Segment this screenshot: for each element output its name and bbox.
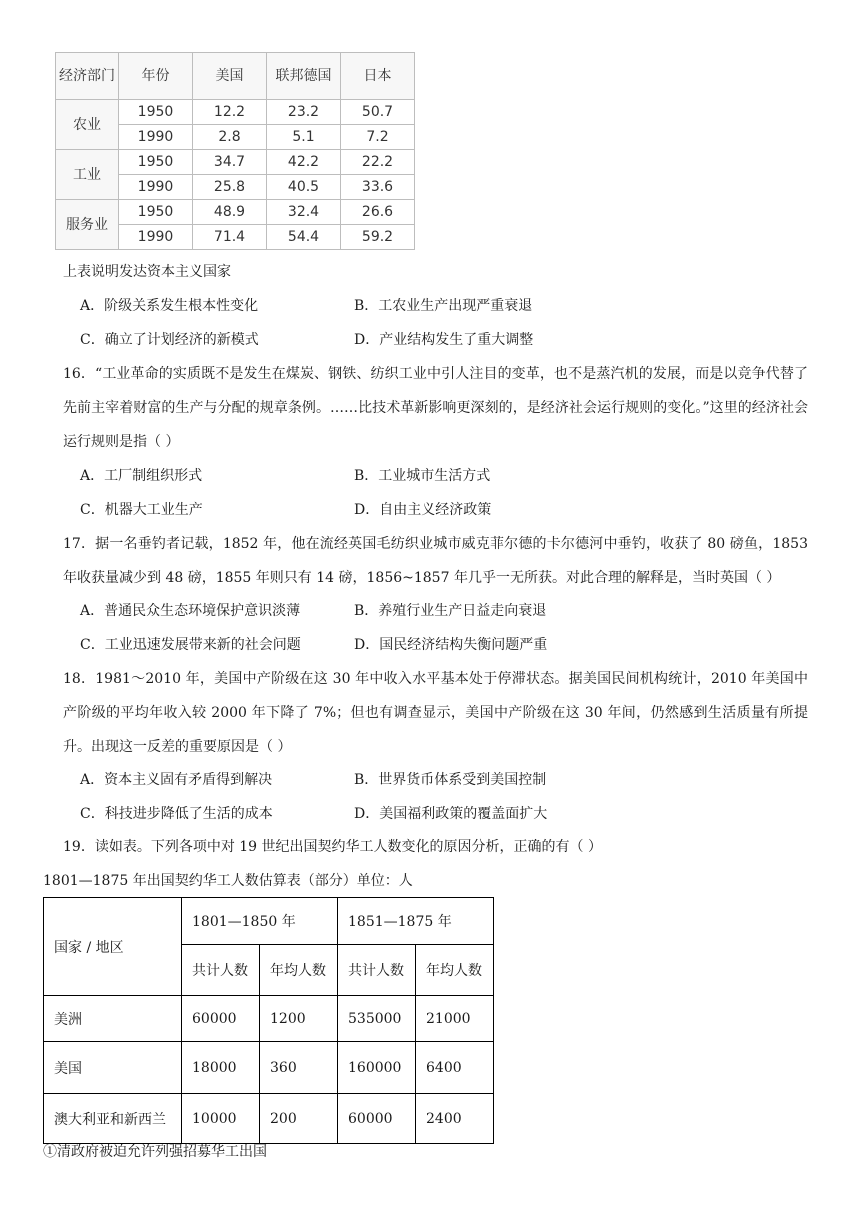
q19-item-1: ①清政府被迫允许列强招募华工出国 bbox=[43, 1144, 267, 1160]
sector-agriculture: 农业 bbox=[56, 100, 119, 150]
q17-stem: 17．据一名垂钓者记载，1852 年，他在流经英国毛纺织业城市威克菲尔德的卡尔德河中垂钓，收获了 80 磅鱼，1853年收获量减少到 48 磅，1855 年则只有 14 磅，1856~1857 年几乎一无所获。对此合理的解释是，当时英国（ ） bbox=[63, 536, 808, 586]
q18-option-b: B．世界货币体系受到美国控制 bbox=[354, 772, 547, 788]
cell: 42.2 bbox=[267, 150, 341, 175]
cell: 21000 bbox=[416, 996, 494, 1042]
q16-stem: 16．“工业革命的实质既不是发生在煤炭、钢铁、纺织工业中引人注目的变革，也不是蒸汽机的发展，而是以竞争代替了先前主宰着财富的生产与分配的规章条例。……比技术革新影响更深刻的，是经济社会运行规则的变化。”这里的经济社会运行规则是指（ ） bbox=[63, 366, 808, 450]
cell: 33.6 bbox=[341, 175, 415, 200]
chinese-laborers-table bbox=[43, 897, 494, 1144]
header-period-2: 1851—1875 年 bbox=[338, 898, 494, 945]
cell: 54.4 bbox=[267, 225, 341, 250]
cell: 6400 bbox=[416, 1042, 494, 1094]
cell: 23.2 bbox=[267, 100, 341, 125]
region-cell: 澳大利亚和新西兰 bbox=[44, 1094, 182, 1144]
table-row bbox=[56, 200, 415, 225]
cell: 1990 bbox=[119, 125, 193, 150]
cell: 1200 bbox=[260, 996, 338, 1042]
economic-sector-table bbox=[55, 52, 415, 250]
cell: 200 bbox=[260, 1094, 338, 1144]
cell: 1950 bbox=[119, 100, 193, 125]
subheader-annual-1: 年均人数 bbox=[260, 945, 338, 996]
table-row bbox=[44, 996, 494, 1042]
sector-industry: 工业 bbox=[56, 150, 119, 200]
cell: 5.1 bbox=[267, 125, 341, 150]
cell: 12.2 bbox=[193, 100, 267, 125]
q18-stem: 18．1981～2010 年，美国中产阶级在这 30 年中收入水平基本处于停滞状态。据美国民间机构统计，2010 年美国中产阶级的平均年收入较 2000 年下降了 7%；但也有调查显示，美国中产阶级在这 30 年间，仍然感到生活质量有所提升。出现这一反差的重要原因是（ ） bbox=[63, 671, 808, 755]
table-row bbox=[44, 1094, 494, 1144]
cell: 40.5 bbox=[267, 175, 341, 200]
header-sector: 经济部门 bbox=[56, 53, 119, 100]
q17-option-b: B．养殖行业生产日益走向衰退 bbox=[354, 603, 547, 619]
q19-table-caption: 1801—1875 年出国契约华工人数估算表（部分）单位：人 bbox=[43, 873, 413, 889]
cell: 2.8 bbox=[193, 125, 267, 150]
q15-option-a: A．阶级关系发生根本性变化 bbox=[80, 298, 259, 314]
cell: 48.9 bbox=[193, 200, 267, 225]
cell: 50.7 bbox=[341, 100, 415, 125]
cell: 1990 bbox=[119, 175, 193, 200]
q17-option-c: C．工业迅速发展带来新的社会问题 bbox=[80, 637, 301, 653]
cell: 7.2 bbox=[341, 125, 415, 150]
q16-option-d: D．自由主义经济政策 bbox=[354, 502, 492, 518]
cell: 34.7 bbox=[193, 150, 267, 175]
cell: 60000 bbox=[338, 1094, 416, 1144]
cell: 71.4 bbox=[193, 225, 267, 250]
cell: 18000 bbox=[182, 1042, 260, 1094]
region-cell: 美洲 bbox=[44, 996, 182, 1042]
sector-services: 服务业 bbox=[56, 200, 119, 250]
q15-option-c: C．确立了计划经济的新模式 bbox=[80, 332, 259, 348]
cell: 59.2 bbox=[341, 225, 415, 250]
header-west-germany: 联邦德国 bbox=[267, 53, 341, 100]
q15-stem: 上表说明发达资本主义国家 bbox=[63, 264, 231, 280]
header-region: 国家 / 地区 bbox=[44, 898, 182, 996]
q15-option-b: B．工农业生产出现严重衰退 bbox=[354, 298, 533, 314]
header-year: 年份 bbox=[119, 53, 193, 100]
q18-option-a: A．资本主义固有矛盾得到解决 bbox=[80, 772, 273, 788]
subheader-total-2: 共计人数 bbox=[338, 945, 416, 996]
cell: 26.6 bbox=[341, 200, 415, 225]
cell: 1950 bbox=[119, 200, 193, 225]
q16-option-a: A．工厂制组织形式 bbox=[80, 468, 203, 484]
q19-stem: 19．读如表。下列各项中对 19 世纪出国契约华工人数变化的原因分析，正确的有（ ） bbox=[63, 839, 602, 855]
table-row bbox=[56, 150, 415, 175]
q16-option-b: B．工业城市生活方式 bbox=[354, 468, 491, 484]
cell: 22.2 bbox=[341, 150, 415, 175]
cell: 535000 bbox=[338, 996, 416, 1042]
header-usa: 美国 bbox=[193, 53, 267, 100]
q16-option-c: C．机器大工业生产 bbox=[80, 502, 203, 518]
cell: 2400 bbox=[416, 1094, 494, 1144]
q18-option-d: D．美国福利政策的覆盖面扩大 bbox=[354, 806, 548, 822]
cell: 360 bbox=[260, 1042, 338, 1094]
q18-option-c: C．科技进步降低了生活的成本 bbox=[80, 806, 273, 822]
cell: 25.8 bbox=[193, 175, 267, 200]
header-japan: 日本 bbox=[341, 53, 415, 100]
cell: 160000 bbox=[338, 1042, 416, 1094]
table-row bbox=[44, 1042, 494, 1094]
subheader-total-1: 共计人数 bbox=[182, 945, 260, 996]
header-period-1: 1801—1850 年 bbox=[182, 898, 338, 945]
q17-option-d: D．国民经济结构失衡问题严重 bbox=[354, 637, 548, 653]
cell: 32.4 bbox=[267, 200, 341, 225]
region-cell: 美国 bbox=[44, 1042, 182, 1094]
subheader-annual-2: 年均人数 bbox=[416, 945, 494, 996]
cell: 1990 bbox=[119, 225, 193, 250]
cell: 10000 bbox=[182, 1094, 260, 1144]
q17-option-a: A．普通民众生态环境保护意识淡薄 bbox=[80, 603, 301, 619]
table-row bbox=[56, 100, 415, 125]
q15-option-d: D．产业结构发生了重大调整 bbox=[354, 332, 534, 348]
cell: 1950 bbox=[119, 150, 193, 175]
cell: 60000 bbox=[182, 996, 260, 1042]
